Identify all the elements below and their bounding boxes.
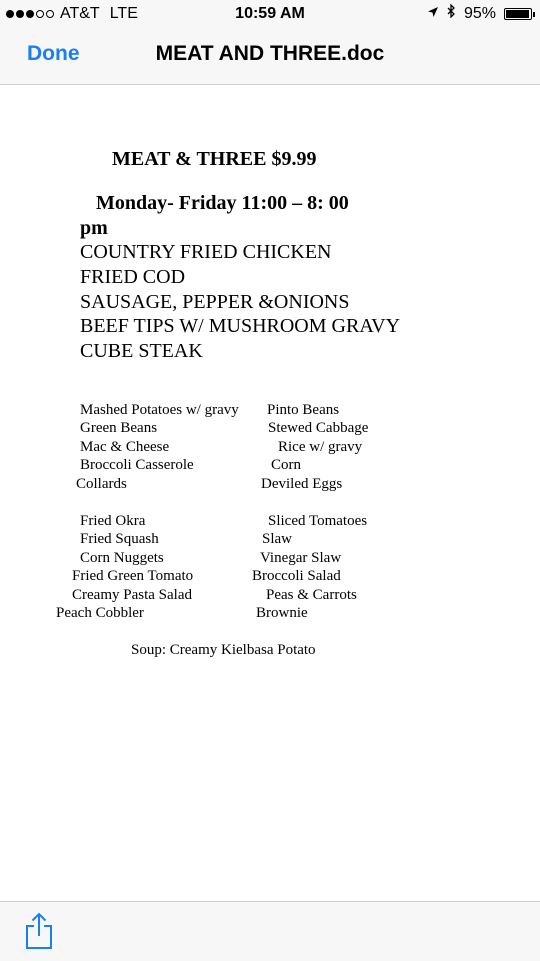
side-item: Corn Nuggets (80, 550, 164, 566)
status-time: 10:59 AM (235, 5, 305, 22)
menu-hours-continued: pm (80, 217, 108, 239)
done-button[interactable]: Done (27, 42, 80, 65)
side-item: Mashed Potatoes w/ gravy (80, 402, 239, 418)
status-bar (0, 0, 540, 28)
side-item: Fried Squash (80, 531, 159, 547)
meat-item: COUNTRY FRIED CHICKEN (80, 241, 332, 263)
side-item: Rice w/ gravy (278, 439, 363, 455)
location-arrow-icon (427, 5, 439, 23)
bottom-toolbar (0, 901, 540, 961)
document-view[interactable] (0, 85, 540, 901)
share-icon[interactable] (24, 912, 54, 950)
side-item: Fried Green Tomato (72, 568, 194, 584)
meat-item: SAUSAGE, PEPPER &ONIONS (80, 291, 350, 313)
menu-hours: Monday- Friday 11:00 – 8: 00 (96, 192, 349, 214)
side-item: Brownie (256, 605, 308, 621)
battery-percent: 95% (463, 4, 496, 22)
side-item: Vinegar Slaw (260, 550, 342, 566)
battery-level-fill (506, 10, 529, 18)
nav-bar (0, 28, 540, 85)
meat-item: CUBE STEAK (80, 340, 203, 362)
network-label: LTE (109, 5, 138, 22)
side-item: Peas & Carrots (266, 587, 357, 603)
side-item: Slaw (262, 531, 292, 547)
status-right (427, 4, 532, 23)
side-item: Green Beans (80, 420, 158, 436)
side-item: Pinto Beans (267, 402, 340, 418)
side-item: Broccoli Casserole (80, 457, 194, 473)
meat-item: BEEF TIPS W/ MUSHROOM GRAVY (80, 315, 401, 337)
menu-title: MEAT & THREE $9.99 (112, 148, 317, 170)
side-item: Fried Okra (80, 513, 146, 529)
side-item: Deviled Eggs (261, 476, 343, 492)
soup-line: Soup: Creamy Kielbasa Potato (131, 642, 316, 658)
document-title: MEAT AND THREE.doc (155, 42, 385, 65)
meat-item: FRIED COD (80, 266, 186, 288)
side-item: Peach Cobbler (56, 605, 144, 621)
bluetooth-icon (447, 4, 456, 23)
battery-icon (504, 8, 532, 20)
side-item: Creamy Pasta Salad (72, 587, 192, 603)
side-item: Corn (271, 457, 301, 473)
side-item: Stewed Cabbage (268, 420, 369, 436)
side-item: Mac & Cheese (80, 439, 170, 455)
side-item: Broccoli Salad (252, 568, 341, 584)
carrier-label: AT&T (60, 5, 100, 22)
side-item: Collards (76, 476, 127, 492)
side-item: Sliced Tomatoes (268, 513, 368, 529)
